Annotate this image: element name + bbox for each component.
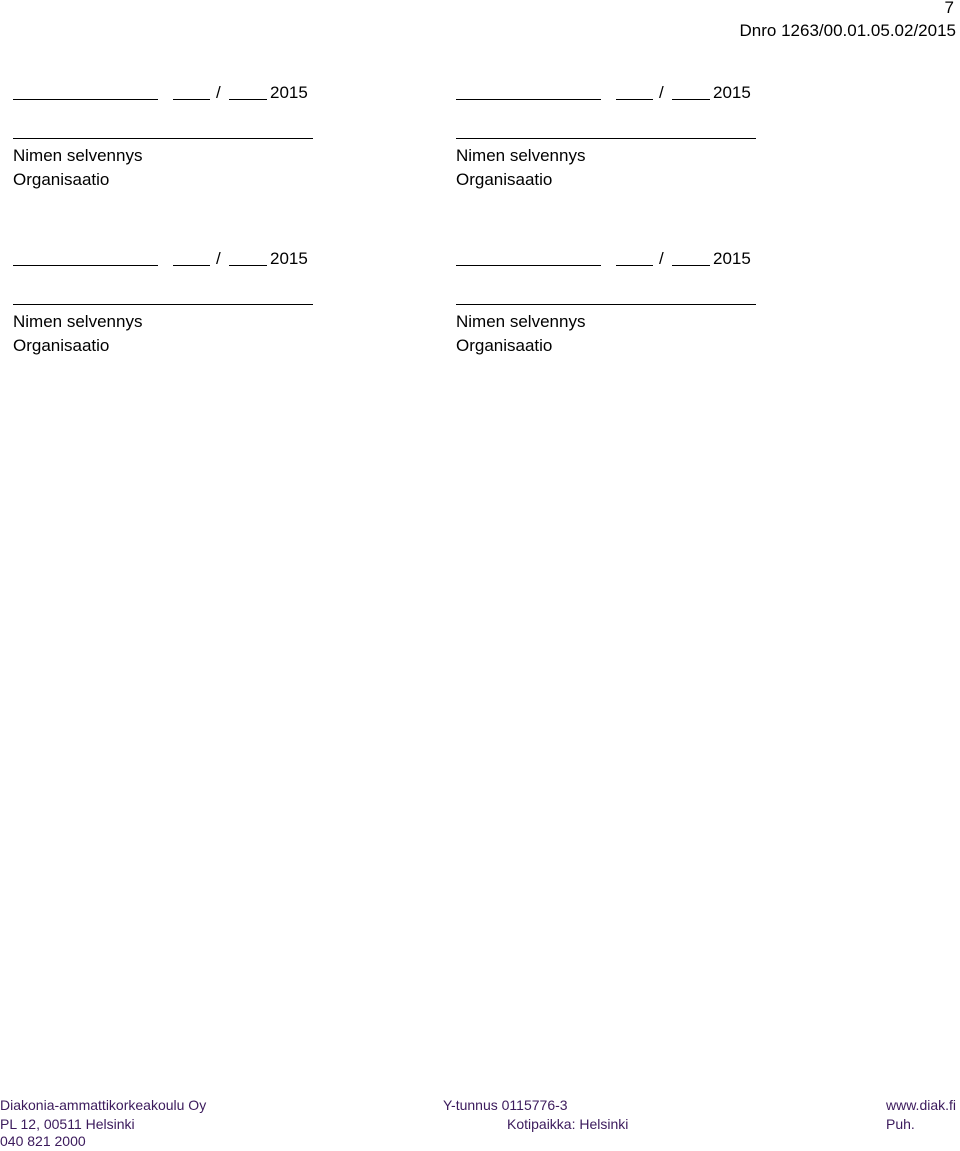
footer-website: www.diak.fi: [886, 1097, 957, 1113]
month-blank: [229, 99, 267, 100]
organization-label: Organisaatio: [456, 170, 553, 189]
organization-label: Organisaatio: [456, 336, 553, 355]
footer-phone-label: Puh.: [886, 1116, 915, 1132]
place-blank: [13, 99, 158, 100]
month-blank: [672, 265, 710, 266]
date-line: [456, 80, 776, 106]
signature-block: [456, 246, 776, 358]
date-separator: /: [659, 83, 664, 102]
place-blank: [456, 265, 601, 266]
signature-line: [456, 304, 756, 305]
signature-line: [456, 138, 756, 139]
date-line: [13, 246, 333, 272]
place-blank: [456, 99, 601, 100]
date-separator: /: [216, 83, 221, 102]
place-blank: [13, 265, 158, 266]
footer-business-id: Y-tunnus 0115776-3: [443, 1097, 568, 1113]
year-label: 2015: [713, 83, 751, 102]
name-clarification-label: Nimen selvennys: [456, 146, 586, 165]
day-blank: [616, 99, 653, 100]
page-number: 7: [944, 0, 954, 17]
signature-block: [13, 80, 333, 192]
footer-phone-number: 040 821 2000: [0, 1133, 86, 1149]
footer-row-1: [0, 1097, 960, 1115]
document-reference-number: Dnro 1263/00.01.05.02/2015: [739, 21, 956, 40]
date-separator: /: [216, 249, 221, 268]
signature-line: [13, 138, 313, 139]
date-separator: /: [659, 249, 664, 268]
footer-org-name: Diakonia-ammattikorkeakoulu Oy: [0, 1097, 207, 1113]
footer-row-2: [0, 1116, 960, 1134]
organization-label: Organisaatio: [13, 170, 110, 189]
day-blank: [173, 265, 210, 266]
day-blank: [616, 265, 653, 266]
signature-block: [456, 80, 776, 192]
signature-block: [13, 246, 333, 358]
day-blank: [173, 99, 210, 100]
year-label: 2015: [270, 249, 308, 268]
name-clarification-label: Nimen selvennys: [456, 312, 586, 331]
footer-domicile: Kotipaikka: Helsinki: [507, 1116, 629, 1132]
month-blank: [229, 265, 267, 266]
month-blank: [672, 99, 710, 100]
year-label: 2015: [270, 83, 308, 102]
name-clarification-label: Nimen selvennys: [13, 146, 143, 165]
organization-label: Organisaatio: [13, 336, 110, 355]
name-clarification-label: Nimen selvennys: [13, 312, 143, 331]
footer-row-3: [0, 1133, 960, 1151]
date-line: [456, 246, 776, 272]
date-line: [13, 80, 333, 106]
signature-line: [13, 304, 313, 305]
footer-address: PL 12, 00511 Helsinki: [0, 1116, 135, 1132]
year-label: 2015: [713, 249, 751, 268]
